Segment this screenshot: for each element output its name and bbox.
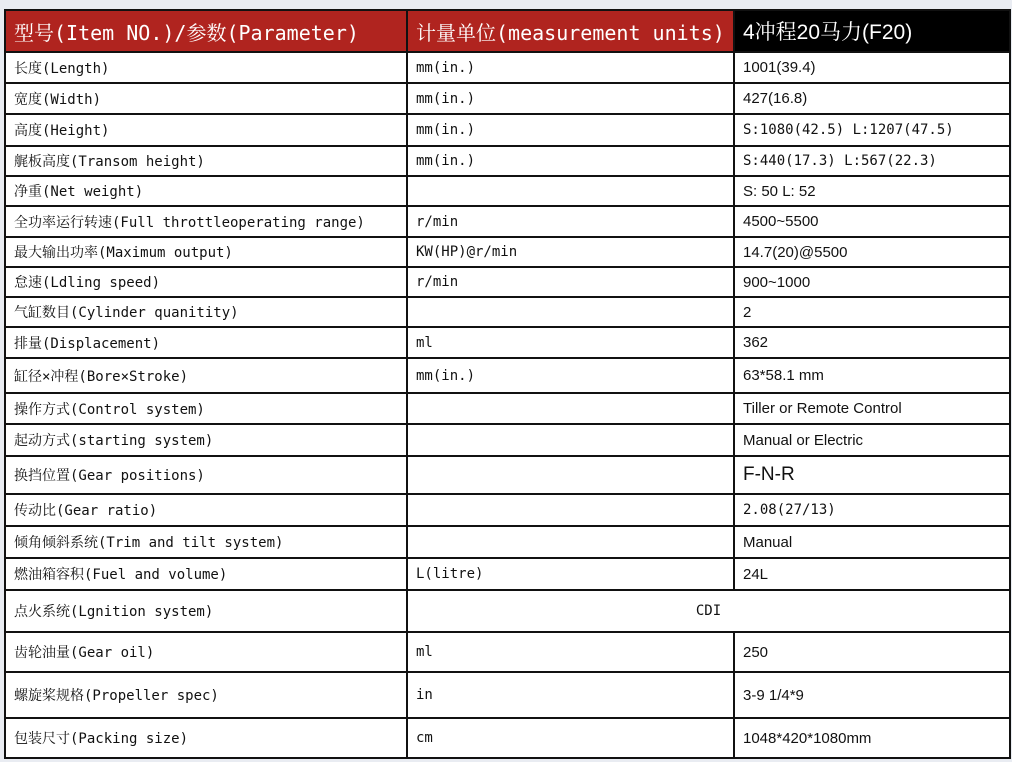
- param-cell: 全功率运行转速(Full throttleoperating range): [5, 206, 407, 237]
- table-row: [5, 424, 1010, 456]
- table-row: [5, 114, 1010, 146]
- header-row: [5, 10, 1010, 52]
- unit-cell: mm(in.): [407, 114, 734, 146]
- param-cell: 包装尺寸(Packing size): [5, 718, 407, 758]
- param-cell: 怠速(Ldling speed): [5, 267, 407, 297]
- param-cell: 齿轮油量(Gear oil): [5, 632, 407, 672]
- table-row: [5, 672, 1010, 718]
- unit-cell: [407, 456, 734, 494]
- value-cell: 3-9 1/4*9: [734, 672, 1010, 718]
- param-cell: 燃油箱容积(Fuel and volume): [5, 558, 407, 590]
- unit-cell: ml: [407, 327, 734, 358]
- table-row: [5, 632, 1010, 672]
- param-cell: 艉板高度(Transom height): [5, 146, 407, 176]
- unit-cell: mm(in.): [407, 358, 734, 393]
- value-cell: F-N-R: [734, 456, 1010, 494]
- param-cell: 螺旋桨规格(Propeller spec): [5, 672, 407, 718]
- table-row: [5, 494, 1010, 526]
- table-row: [5, 237, 1010, 267]
- table-row: [5, 52, 1010, 83]
- param-cell: 操作方式(Control system): [5, 393, 407, 424]
- unit-cell: r/min: [407, 267, 734, 297]
- table-row: [5, 297, 1010, 327]
- unit-cell: L(litre): [407, 558, 734, 590]
- header-param: 型号(Item NO.)/参数(Parameter): [5, 10, 407, 52]
- unit-cell: [407, 393, 734, 424]
- header-model: 4冲程20马力(F20): [734, 10, 1010, 52]
- unit-cell: mm(in.): [407, 83, 734, 114]
- param-cell: 宽度(Width): [5, 83, 407, 114]
- table-row: [5, 358, 1010, 393]
- value-cell: 63*58.1 mm: [734, 358, 1010, 393]
- unit-cell: mm(in.): [407, 52, 734, 83]
- value-cell: S: 50 L: 52: [734, 176, 1010, 206]
- value-cell: 24L: [734, 558, 1010, 590]
- unit-cell: in: [407, 672, 734, 718]
- unit-cell: [407, 297, 734, 327]
- param-cell: 传动比(Gear ratio): [5, 494, 407, 526]
- param-cell: 缸径×冲程(Bore×Stroke): [5, 358, 407, 393]
- table-row: [5, 393, 1010, 424]
- table-row: [5, 206, 1010, 237]
- table-row: [5, 83, 1010, 114]
- param-cell: 长度(Length): [5, 52, 407, 83]
- value-cell: 4500~5500: [734, 206, 1010, 237]
- value-cell: Tiller or Remote Control: [734, 393, 1010, 424]
- table-row: [5, 456, 1010, 494]
- value-cell: 1001(39.4): [734, 52, 1010, 83]
- table-row: [5, 327, 1010, 358]
- unit-cell: cm: [407, 718, 734, 758]
- table-row: [5, 176, 1010, 206]
- param-cell: 点火系统(Lgnition system): [5, 590, 407, 632]
- value-cell: 1048*420*1080mm: [734, 718, 1010, 758]
- value-cell: S:1080(42.5) L:1207(47.5): [734, 114, 1010, 146]
- value-cell: 900~1000: [734, 267, 1010, 297]
- header-unit: 计量单位(measurement units): [407, 10, 734, 52]
- param-cell: 最大输出功率(Maximum output): [5, 237, 407, 267]
- value-cell: 2.08(27/13): [734, 494, 1010, 526]
- unit-cell: [407, 526, 734, 558]
- unit-cell: [407, 494, 734, 526]
- param-cell: 气缸数目(Cylinder quanitity): [5, 297, 407, 327]
- param-cell: 净重(Net weight): [5, 176, 407, 206]
- table-row: [5, 590, 1010, 632]
- value-cell: S:440(17.3) L:567(22.3): [734, 146, 1010, 176]
- param-cell: 倾角倾斜系统(Trim and tilt system): [5, 526, 407, 558]
- table-row: [5, 526, 1010, 558]
- unit-cell: KW(HP)@r/min: [407, 237, 734, 267]
- table-row: [5, 558, 1010, 590]
- table-row: [5, 267, 1010, 297]
- spec-table: [4, 9, 1011, 759]
- value-cell: 14.7(20)@5500: [734, 237, 1010, 267]
- value-cell: 250: [734, 632, 1010, 672]
- value-cell: 2: [734, 297, 1010, 327]
- param-cell: 排量(Displacement): [5, 327, 407, 358]
- value-cell: 427(16.8): [734, 83, 1010, 114]
- param-cell: 起动方式(starting system): [5, 424, 407, 456]
- value-cell: Manual or Electric: [734, 424, 1010, 456]
- unit-cell: r/min: [407, 206, 734, 237]
- merged-value-cell: CDI: [407, 590, 1010, 632]
- param-cell: 换挡位置(Gear positions): [5, 456, 407, 494]
- unit-cell: mm(in.): [407, 146, 734, 176]
- value-cell: 362: [734, 327, 1010, 358]
- param-cell: 高度(Height): [5, 114, 407, 146]
- table-row: [5, 146, 1010, 176]
- unit-cell: [407, 176, 734, 206]
- unit-cell: ml: [407, 632, 734, 672]
- value-cell: Manual: [734, 526, 1010, 558]
- unit-cell: [407, 424, 734, 456]
- table-row: [5, 718, 1010, 758]
